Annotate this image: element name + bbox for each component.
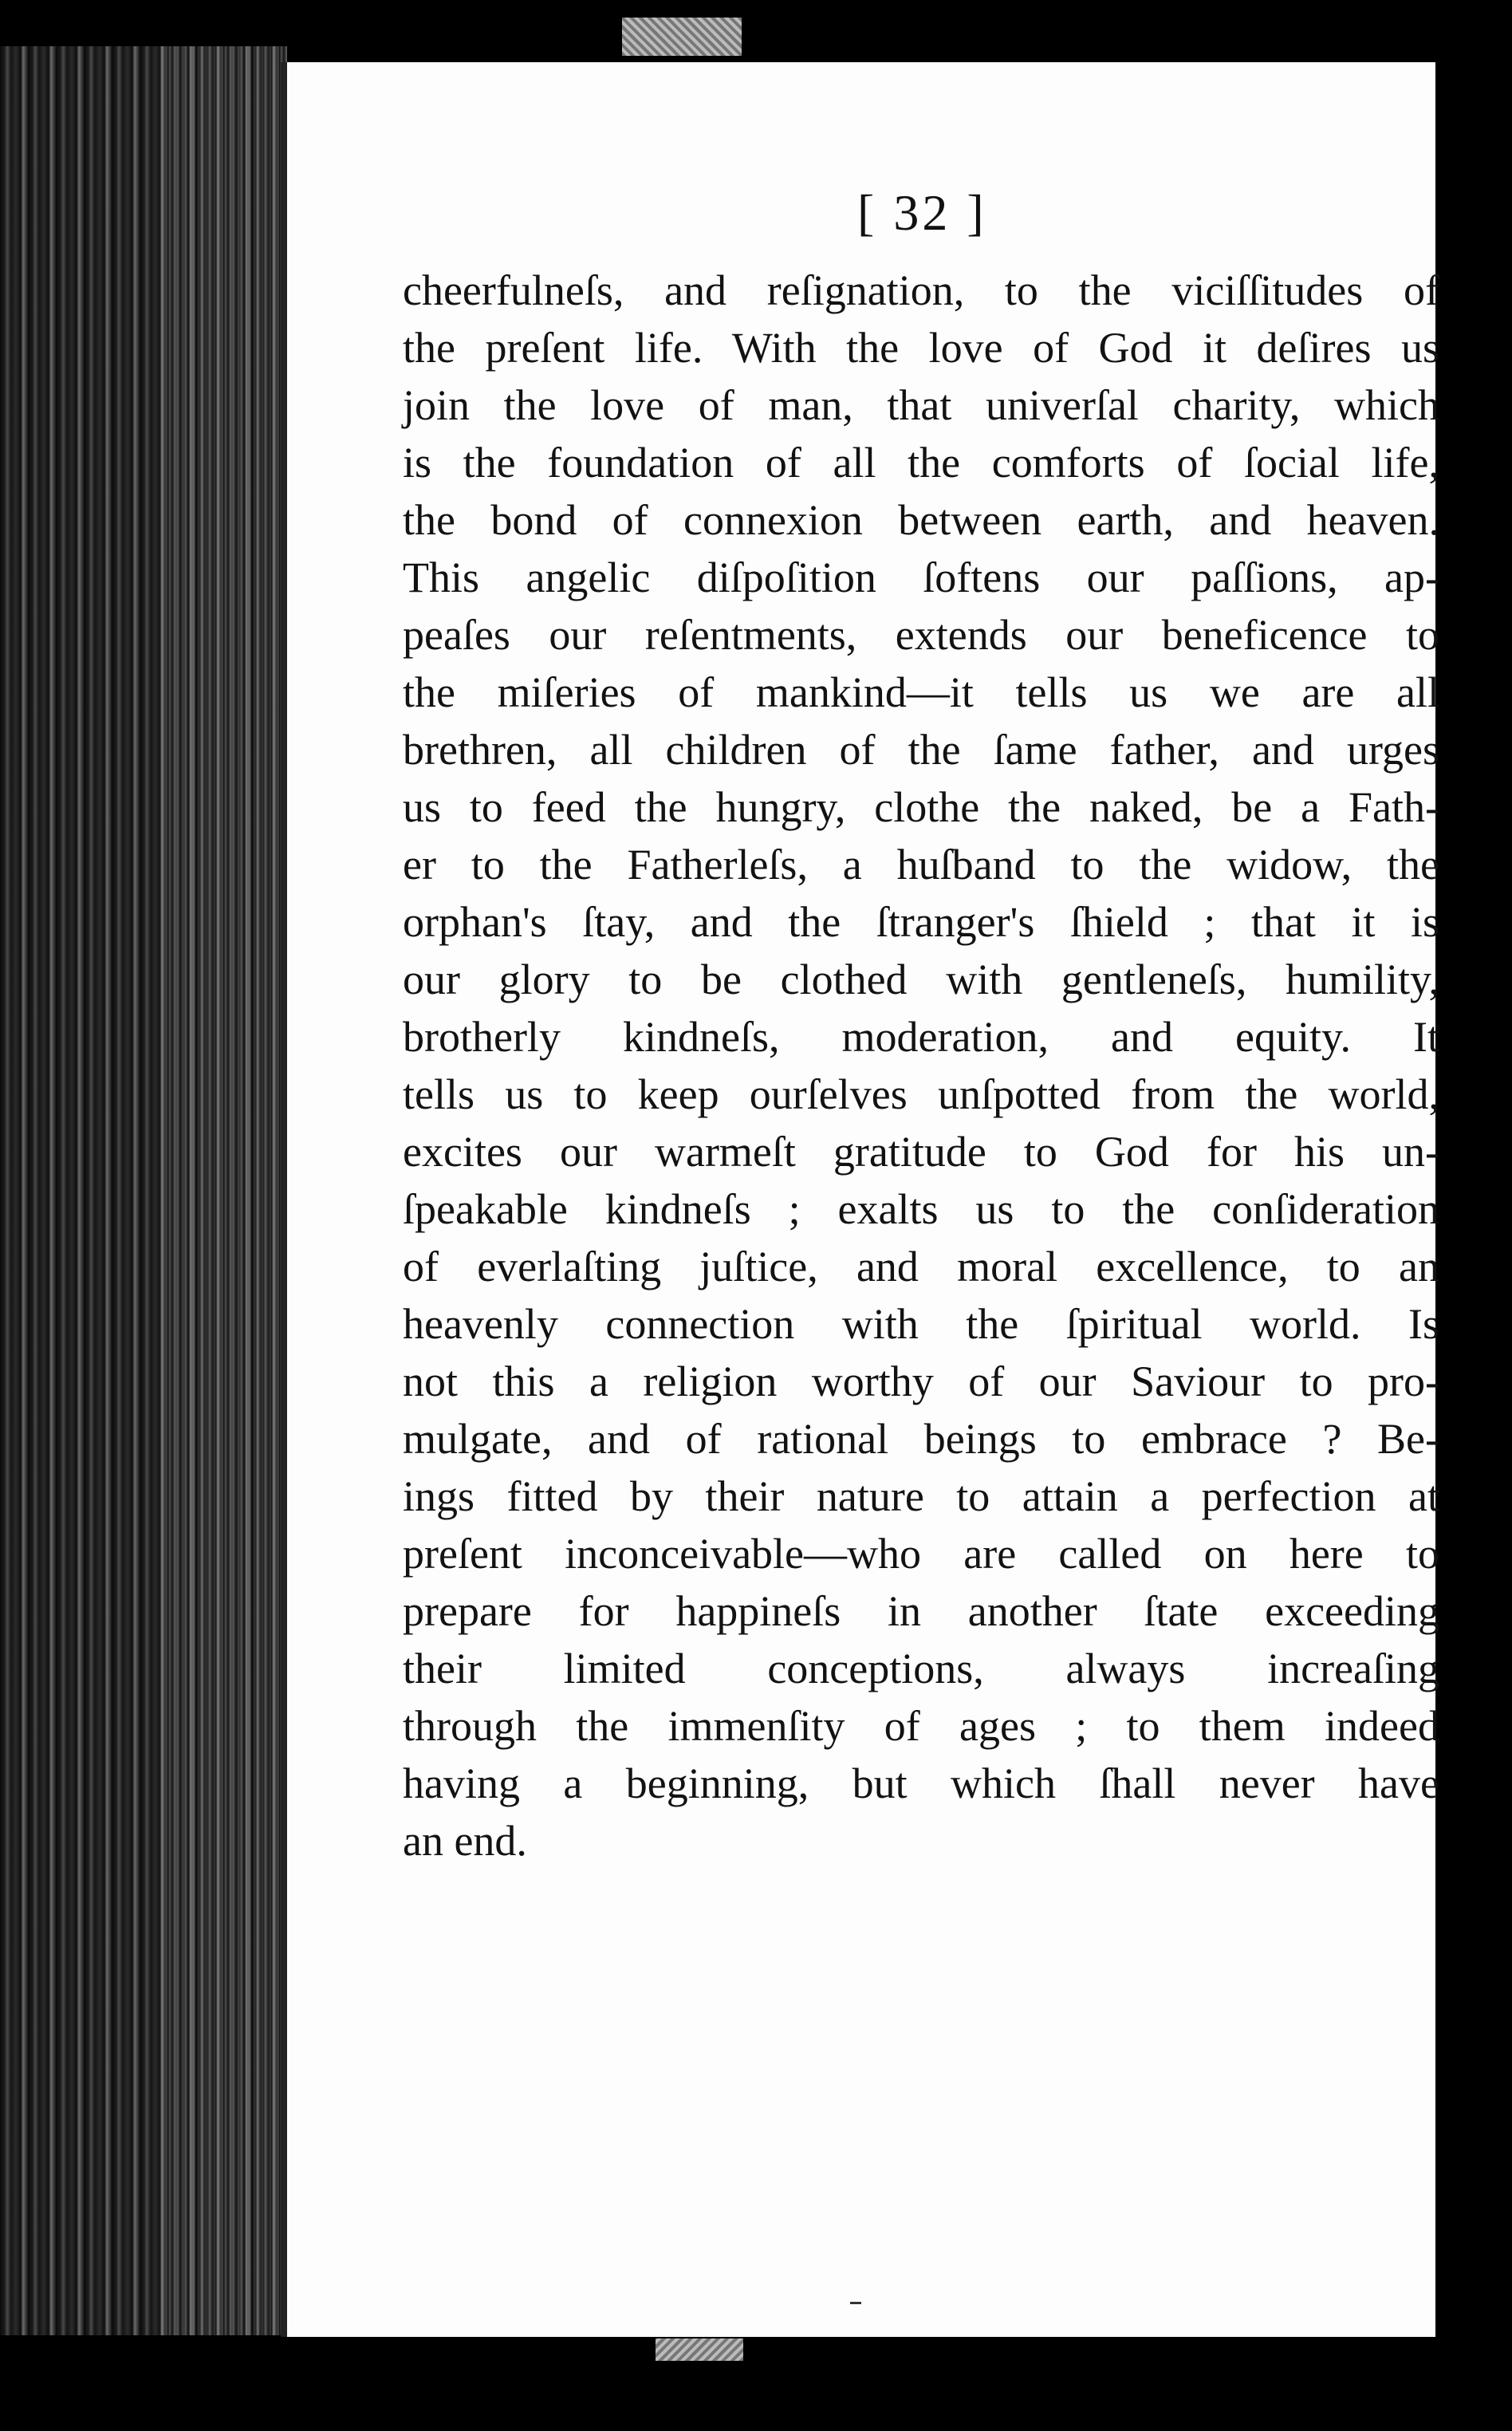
text-line: brethren, all children of the ſame father, and urges (403, 726, 1439, 774)
text-line: preſent inconceivable—who are called on here to (403, 1530, 1439, 1578)
text-line: mulgate, and of rational beings to embrace ? Be- (403, 1415, 1439, 1463)
text-line: an end. (403, 1817, 527, 1865)
scan-marker-top (622, 18, 742, 56)
text-line: heavenly connection with the ſpiritual world. Is (403, 1300, 1439, 1348)
text-line: ſpeakable kindneſs ; exalts us to the conſideration (403, 1185, 1439, 1233)
page-number: [ 32 ] (857, 184, 987, 241)
text-line: orphan's ſtay, and the ſtranger's ſhield ; that it is (403, 898, 1439, 946)
text-line: not this a religion worthy of our Saviour to pro- (403, 1357, 1439, 1405)
scan-marker-bottom (656, 2338, 743, 2361)
page-footer-mark (850, 2302, 861, 2304)
text-line: peaſes our reſentments, extends our beneficence to (403, 611, 1439, 659)
text-line: the bond of connexion between earth, and heaven. (403, 496, 1439, 544)
text-line: er to the Fatherleſs, a huſband to the widow, the (403, 841, 1439, 888)
text-line: having a beginning, but which ſhall never have (403, 1759, 1439, 1807)
text-line: through the immenſity of ages ; to them indeed (403, 1702, 1439, 1750)
text-line: prepare for happineſs in another ſtate exceeding (403, 1587, 1439, 1635)
text-line: their limited conceptions, always increaſing (403, 1645, 1439, 1692)
text-line: of everlaſting juſtice, and moral excellence, to an (403, 1243, 1439, 1290)
text-line: our glory to be clothed with gentleneſs, humility, (403, 955, 1439, 1003)
text-line: ings fitted by their nature to attain a perfection at (403, 1472, 1439, 1520)
text-line: brotherly kindneſs, moderation, and equity. It (403, 1013, 1439, 1061)
text-line: is the foundation of all the comforts of ſocial life, (403, 439, 1439, 487)
text-line: This angelic diſpoſition ſoftens our paſſions, ap- (403, 554, 1439, 601)
page-body-text (403, 262, 1439, 1870)
text-line: the miſeries of mankind—it tells us we are all (403, 668, 1439, 716)
book-page-edges (0, 46, 287, 2335)
text-line: join the love of man, that univerſal charity, which (403, 381, 1439, 429)
text-line: excites our warmeſt gratitude to God for his un- (403, 1128, 1439, 1176)
text-line: the preſent life. With the love of God it deſires us (403, 324, 1439, 372)
text-line: tells us to keep ourſelves unſpotted from the world, (403, 1070, 1439, 1118)
text-line: us to feed the hungry, clothe the naked, be a Fath- (403, 783, 1439, 831)
text-line: cheerfulneſs, and reſignation, to the viciſſitudes of (403, 266, 1439, 314)
